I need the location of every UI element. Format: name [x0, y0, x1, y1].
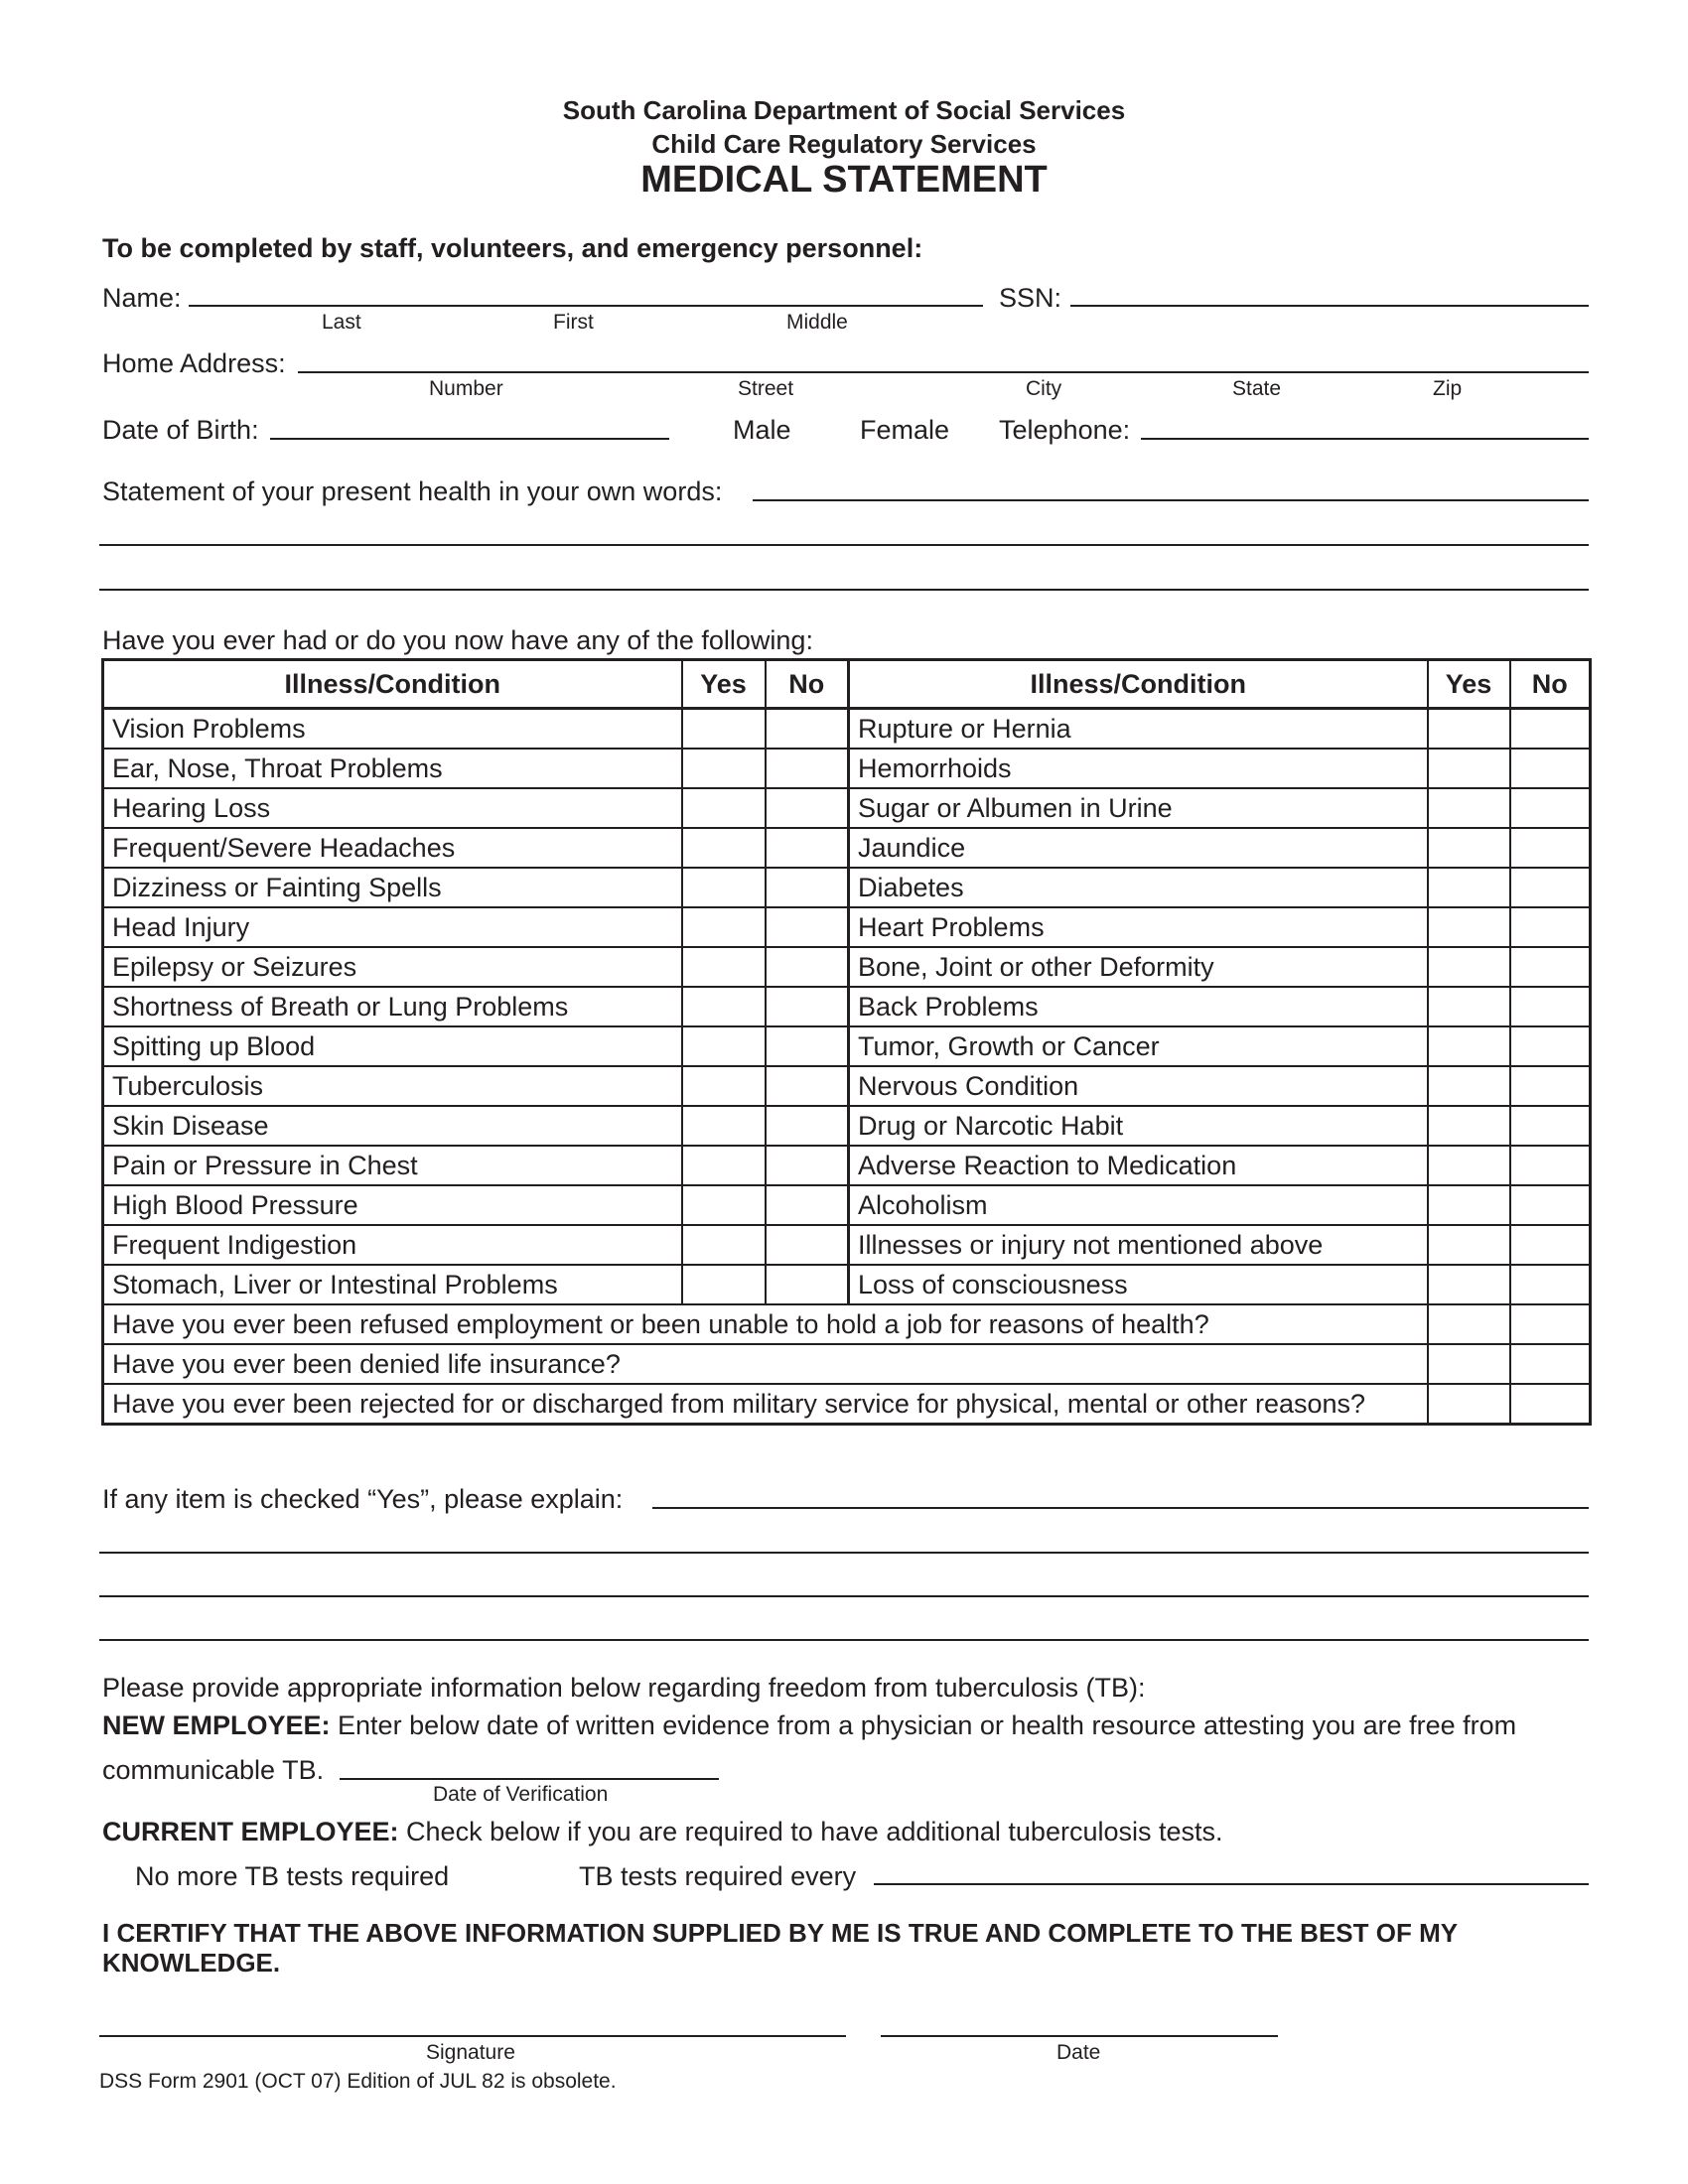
no-more-tb-tests-option[interactable]: No more TB tests required — [135, 1861, 450, 1891]
condition-left: Stomach, Liver or Intestinal Problems — [103, 1265, 682, 1304]
health-statement-line-1[interactable] — [753, 499, 1589, 501]
current-employee-text: Check below if you are required to have additional tuberculosis tests. — [406, 1817, 1223, 1846]
no-checkbox-right[interactable] — [1510, 1146, 1591, 1185]
conditions-header-row — [103, 660, 1591, 709]
table-row — [103, 828, 1591, 868]
condition-left: Skin Disease — [103, 1106, 682, 1146]
name-first-caption: First — [553, 311, 594, 334]
agency-name: South Carolina Department of Social Services — [562, 95, 1126, 125]
header-condition-left: Illness/Condition — [103, 660, 682, 709]
condition-right: Sugar or Albumen in Urine — [849, 788, 1428, 828]
condition-left: Epilepsy or Seizures — [103, 947, 682, 987]
yes-checkbox-left[interactable] — [682, 868, 766, 907]
table-row — [103, 1344, 1591, 1384]
address-street-caption: Street — [738, 377, 794, 400]
table-row — [103, 1304, 1591, 1344]
no-checkbox-question[interactable] — [1510, 1344, 1591, 1384]
header-yes-right: Yes — [1428, 660, 1510, 709]
table-row — [103, 749, 1591, 788]
certification-line-1: I CERTIFY THAT THE ABOVE INFORMATION SUPPLIED BY ME IS TRUE AND COMPLETE TO THE BEST OF MY — [102, 1918, 1459, 1948]
male-option[interactable]: Male — [733, 415, 791, 445]
conditions-question: Have you ever had or do you now have any of the following: — [102, 625, 813, 655]
condition-right: Rupture or Hernia — [849, 709, 1428, 750]
name-field[interactable] — [189, 305, 983, 307]
yes-checkbox-left[interactable] — [682, 1265, 766, 1304]
condition-left: Tuberculosis — [103, 1066, 682, 1106]
no-checkbox-right[interactable] — [1510, 1225, 1591, 1265]
no-checkbox-right[interactable] — [1510, 709, 1591, 750]
yes-checkbox-right[interactable] — [1428, 1066, 1510, 1106]
name-middle-caption: Middle — [786, 311, 848, 334]
signature-field[interactable] — [99, 2035, 846, 2037]
yes-checkbox-left[interactable] — [682, 749, 766, 788]
yes-checkbox-right[interactable] — [1428, 947, 1510, 987]
form-footer: DSS Form 2901 (OCT 07) Edition of JUL 82 is obsolete. — [99, 2070, 617, 2093]
table-row — [103, 1066, 1591, 1106]
yes-checkbox-right[interactable] — [1428, 749, 1510, 788]
yes-checkbox-left[interactable] — [682, 1146, 766, 1185]
explain-line-1[interactable] — [652, 1507, 1589, 1509]
table-row — [103, 1265, 1591, 1304]
yes-checkbox-left[interactable] — [682, 1106, 766, 1146]
header-condition-right: Illness/Condition — [849, 660, 1428, 709]
no-checkbox-right[interactable] — [1510, 788, 1591, 828]
header-no-right: No — [1510, 660, 1591, 709]
condition-right: Bone, Joint or other Deformity — [849, 947, 1428, 987]
new-employee-text-2: communicable TB. — [102, 1755, 325, 1785]
yes-checkbox-right[interactable] — [1428, 709, 1510, 750]
yes-checkbox-left[interactable] — [682, 947, 766, 987]
health-statement-label: Statement of your present health in your own words: — [102, 477, 723, 506]
tb-intro: Please provide appropriate information below regarding freedom from tuberculosis (TB): — [102, 1673, 1146, 1703]
explain-line-4[interactable] — [99, 1639, 1589, 1641]
signature-caption: Signature — [426, 2041, 515, 2064]
condition-left: Vision Problems — [103, 709, 682, 750]
certification-line-2: KNOWLEDGE. — [102, 1948, 281, 1978]
condition-right: Hemorrhoids — [849, 749, 1428, 788]
dob-label: Date of Birth: — [102, 415, 259, 445]
condition-left: Spitting up Blood — [103, 1026, 682, 1066]
header-yes-left: Yes — [682, 660, 766, 709]
question-text: Have you ever been refused employment or been unable to hold a job for reasons of health? — [103, 1304, 1428, 1344]
no-checkbox-left[interactable] — [766, 1106, 849, 1146]
no-checkbox-left[interactable] — [766, 709, 849, 750]
table-row — [103, 709, 1591, 750]
conditions-table — [101, 658, 1592, 1426]
explain-line-2[interactable] — [99, 1552, 1589, 1554]
yes-checkbox-left[interactable] — [682, 987, 766, 1026]
condition-left: Hearing Loss — [103, 788, 682, 828]
yes-checkbox-left[interactable] — [682, 1066, 766, 1106]
yes-checkbox-right[interactable] — [1428, 1026, 1510, 1066]
address-field[interactable] — [298, 371, 1589, 373]
signature-date-field[interactable] — [881, 2035, 1278, 2037]
new-employee-label: NEW EMPLOYEE: — [102, 1710, 331, 1740]
no-checkbox-left[interactable] — [766, 1026, 849, 1066]
date-caption: Date — [1056, 2041, 1101, 2064]
yes-checkbox-left[interactable] — [682, 907, 766, 947]
condition-left: Pain or Pressure in Chest — [103, 1146, 682, 1185]
condition-right: Heart Problems — [849, 907, 1428, 947]
table-row — [103, 1106, 1591, 1146]
yes-checkbox-left[interactable] — [682, 1026, 766, 1066]
ssn-label: SSN: — [999, 283, 1062, 313]
condition-right: Tumor, Growth or Cancer — [849, 1026, 1428, 1066]
name-label: Name: — [102, 283, 182, 313]
address-city-caption: City — [1026, 377, 1062, 400]
yes-checkbox-left[interactable] — [682, 828, 766, 868]
table-row — [103, 1225, 1591, 1265]
no-checkbox-right[interactable] — [1510, 1185, 1591, 1225]
yes-checkbox-question[interactable] — [1428, 1304, 1510, 1344]
condition-right: Illnesses or injury not mentioned above — [849, 1225, 1428, 1265]
address-zip-caption: Zip — [1433, 377, 1463, 400]
no-checkbox-right[interactable] — [1510, 1265, 1591, 1304]
no-checkbox-right[interactable] — [1510, 828, 1591, 868]
condition-left: Shortness of Breath or Lung Problems — [103, 987, 682, 1026]
yes-checkbox-right[interactable] — [1428, 828, 1510, 868]
yes-checkbox-right[interactable] — [1428, 1225, 1510, 1265]
condition-right: Adverse Reaction to Medication — [849, 1146, 1428, 1185]
table-row — [103, 868, 1591, 907]
condition-right: Back Problems — [849, 987, 1428, 1026]
health-statement-line-3[interactable] — [99, 589, 1589, 591]
name-last-caption: Last — [322, 311, 361, 334]
yes-checkbox-right[interactable] — [1428, 868, 1510, 907]
yes-checkbox-right[interactable] — [1428, 788, 1510, 828]
condition-right: Jaundice — [849, 828, 1428, 868]
yes-checkbox-left[interactable] — [682, 1185, 766, 1225]
yes-checkbox-left[interactable] — [682, 788, 766, 828]
address-number-caption: Number — [429, 377, 503, 400]
division-name: Child Care Regulatory Services — [651, 129, 1037, 159]
table-row — [103, 1185, 1591, 1225]
table-row — [103, 1384, 1591, 1425]
no-checkbox-left[interactable] — [766, 1066, 849, 1106]
yes-checkbox-question[interactable] — [1428, 1384, 1510, 1425]
condition-right: Drug or Narcotic Habit — [849, 1106, 1428, 1146]
page-title: MEDICAL STATEMENT — [640, 159, 1048, 201]
new-employee-text: Enter below date of written evidence from a physician or health resource attesting you are free from — [338, 1710, 1517, 1740]
no-checkbox-right[interactable] — [1510, 749, 1591, 788]
no-checkbox-left[interactable] — [766, 788, 849, 828]
condition-left: Ear, Nose, Throat Problems — [103, 749, 682, 788]
condition-left: Frequent Indigestion — [103, 1225, 682, 1265]
telephone-label: Telephone: — [999, 415, 1131, 445]
no-checkbox-right[interactable] — [1510, 868, 1591, 907]
no-checkbox-right[interactable] — [1510, 1026, 1591, 1066]
no-checkbox-right[interactable] — [1510, 1066, 1591, 1106]
intro-text: To be completed by staff, volunteers, and emergency personnel: — [102, 233, 923, 263]
no-checkbox-question[interactable] — [1510, 1304, 1591, 1344]
no-checkbox-left[interactable] — [766, 828, 849, 868]
yes-checkbox-right[interactable] — [1428, 1185, 1510, 1225]
no-checkbox-left[interactable] — [766, 749, 849, 788]
no-checkbox-right[interactable] — [1510, 907, 1591, 947]
verification-date-field[interactable] — [340, 1778, 719, 1780]
yes-checkbox-right[interactable] — [1428, 987, 1510, 1026]
no-checkbox-left[interactable] — [766, 1146, 849, 1185]
yes-checkbox-right[interactable] — [1428, 1146, 1510, 1185]
question-text: Have you ever been rejected for or discharged from military service for physical, mental or other reasons? — [103, 1384, 1428, 1425]
yes-checkbox-question[interactable] — [1428, 1344, 1510, 1384]
verification-date-caption: Date of Verification — [433, 1783, 609, 1806]
no-checkbox-left[interactable] — [766, 1225, 849, 1265]
no-checkbox-right[interactable] — [1510, 947, 1591, 987]
yes-checkbox-right[interactable] — [1428, 1265, 1510, 1304]
dob-field[interactable] — [270, 438, 669, 440]
condition-left: Frequent/Severe Headaches — [103, 828, 682, 868]
female-option[interactable]: Female — [860, 415, 950, 445]
condition-right: Nervous Condition — [849, 1066, 1428, 1106]
no-checkbox-left[interactable] — [766, 987, 849, 1026]
table-row — [103, 987, 1591, 1026]
no-checkbox-left[interactable] — [766, 1185, 849, 1225]
condition-left: High Blood Pressure — [103, 1185, 682, 1225]
table-row — [103, 1026, 1591, 1066]
explain-label: If any item is checked “Yes”, please explain: — [102, 1484, 624, 1514]
no-checkbox-left[interactable] — [766, 868, 849, 907]
explain-line-3[interactable] — [99, 1595, 1589, 1597]
no-checkbox-right[interactable] — [1510, 987, 1591, 1026]
no-checkbox-left[interactable] — [766, 1265, 849, 1304]
yes-checkbox-left[interactable] — [682, 1225, 766, 1265]
yes-checkbox-right[interactable] — [1428, 1106, 1510, 1146]
tb-tests-every-option[interactable]: TB tests required every — [579, 1861, 857, 1891]
table-row — [103, 1146, 1591, 1185]
address-label: Home Address: — [102, 348, 286, 378]
condition-left: Head Injury — [103, 907, 682, 947]
telephone-field[interactable] — [1141, 438, 1589, 440]
condition-left: Dizziness or Fainting Spells — [103, 868, 682, 907]
no-checkbox-left[interactable] — [766, 907, 849, 947]
no-checkbox-question[interactable] — [1510, 1384, 1591, 1425]
condition-right: Loss of consciousness — [849, 1265, 1428, 1304]
ssn-field[interactable] — [1070, 305, 1589, 307]
yes-checkbox-left[interactable] — [682, 709, 766, 750]
current-employee-label: CURRENT EMPLOYEE: — [102, 1817, 399, 1846]
question-text: Have you ever been denied life insurance? — [103, 1344, 1428, 1384]
condition-right: Diabetes — [849, 868, 1428, 907]
table-row — [103, 788, 1591, 828]
health-statement-line-2[interactable] — [99, 544, 1589, 546]
table-row — [103, 947, 1591, 987]
tb-tests-interval-field[interactable] — [874, 1883, 1589, 1885]
no-checkbox-right[interactable] — [1510, 1106, 1591, 1146]
table-row — [103, 907, 1591, 947]
no-checkbox-left[interactable] — [766, 947, 849, 987]
condition-right: Alcoholism — [849, 1185, 1428, 1225]
address-state-caption: State — [1232, 377, 1282, 400]
header-no-left: No — [766, 660, 849, 709]
yes-checkbox-right[interactable] — [1428, 907, 1510, 947]
